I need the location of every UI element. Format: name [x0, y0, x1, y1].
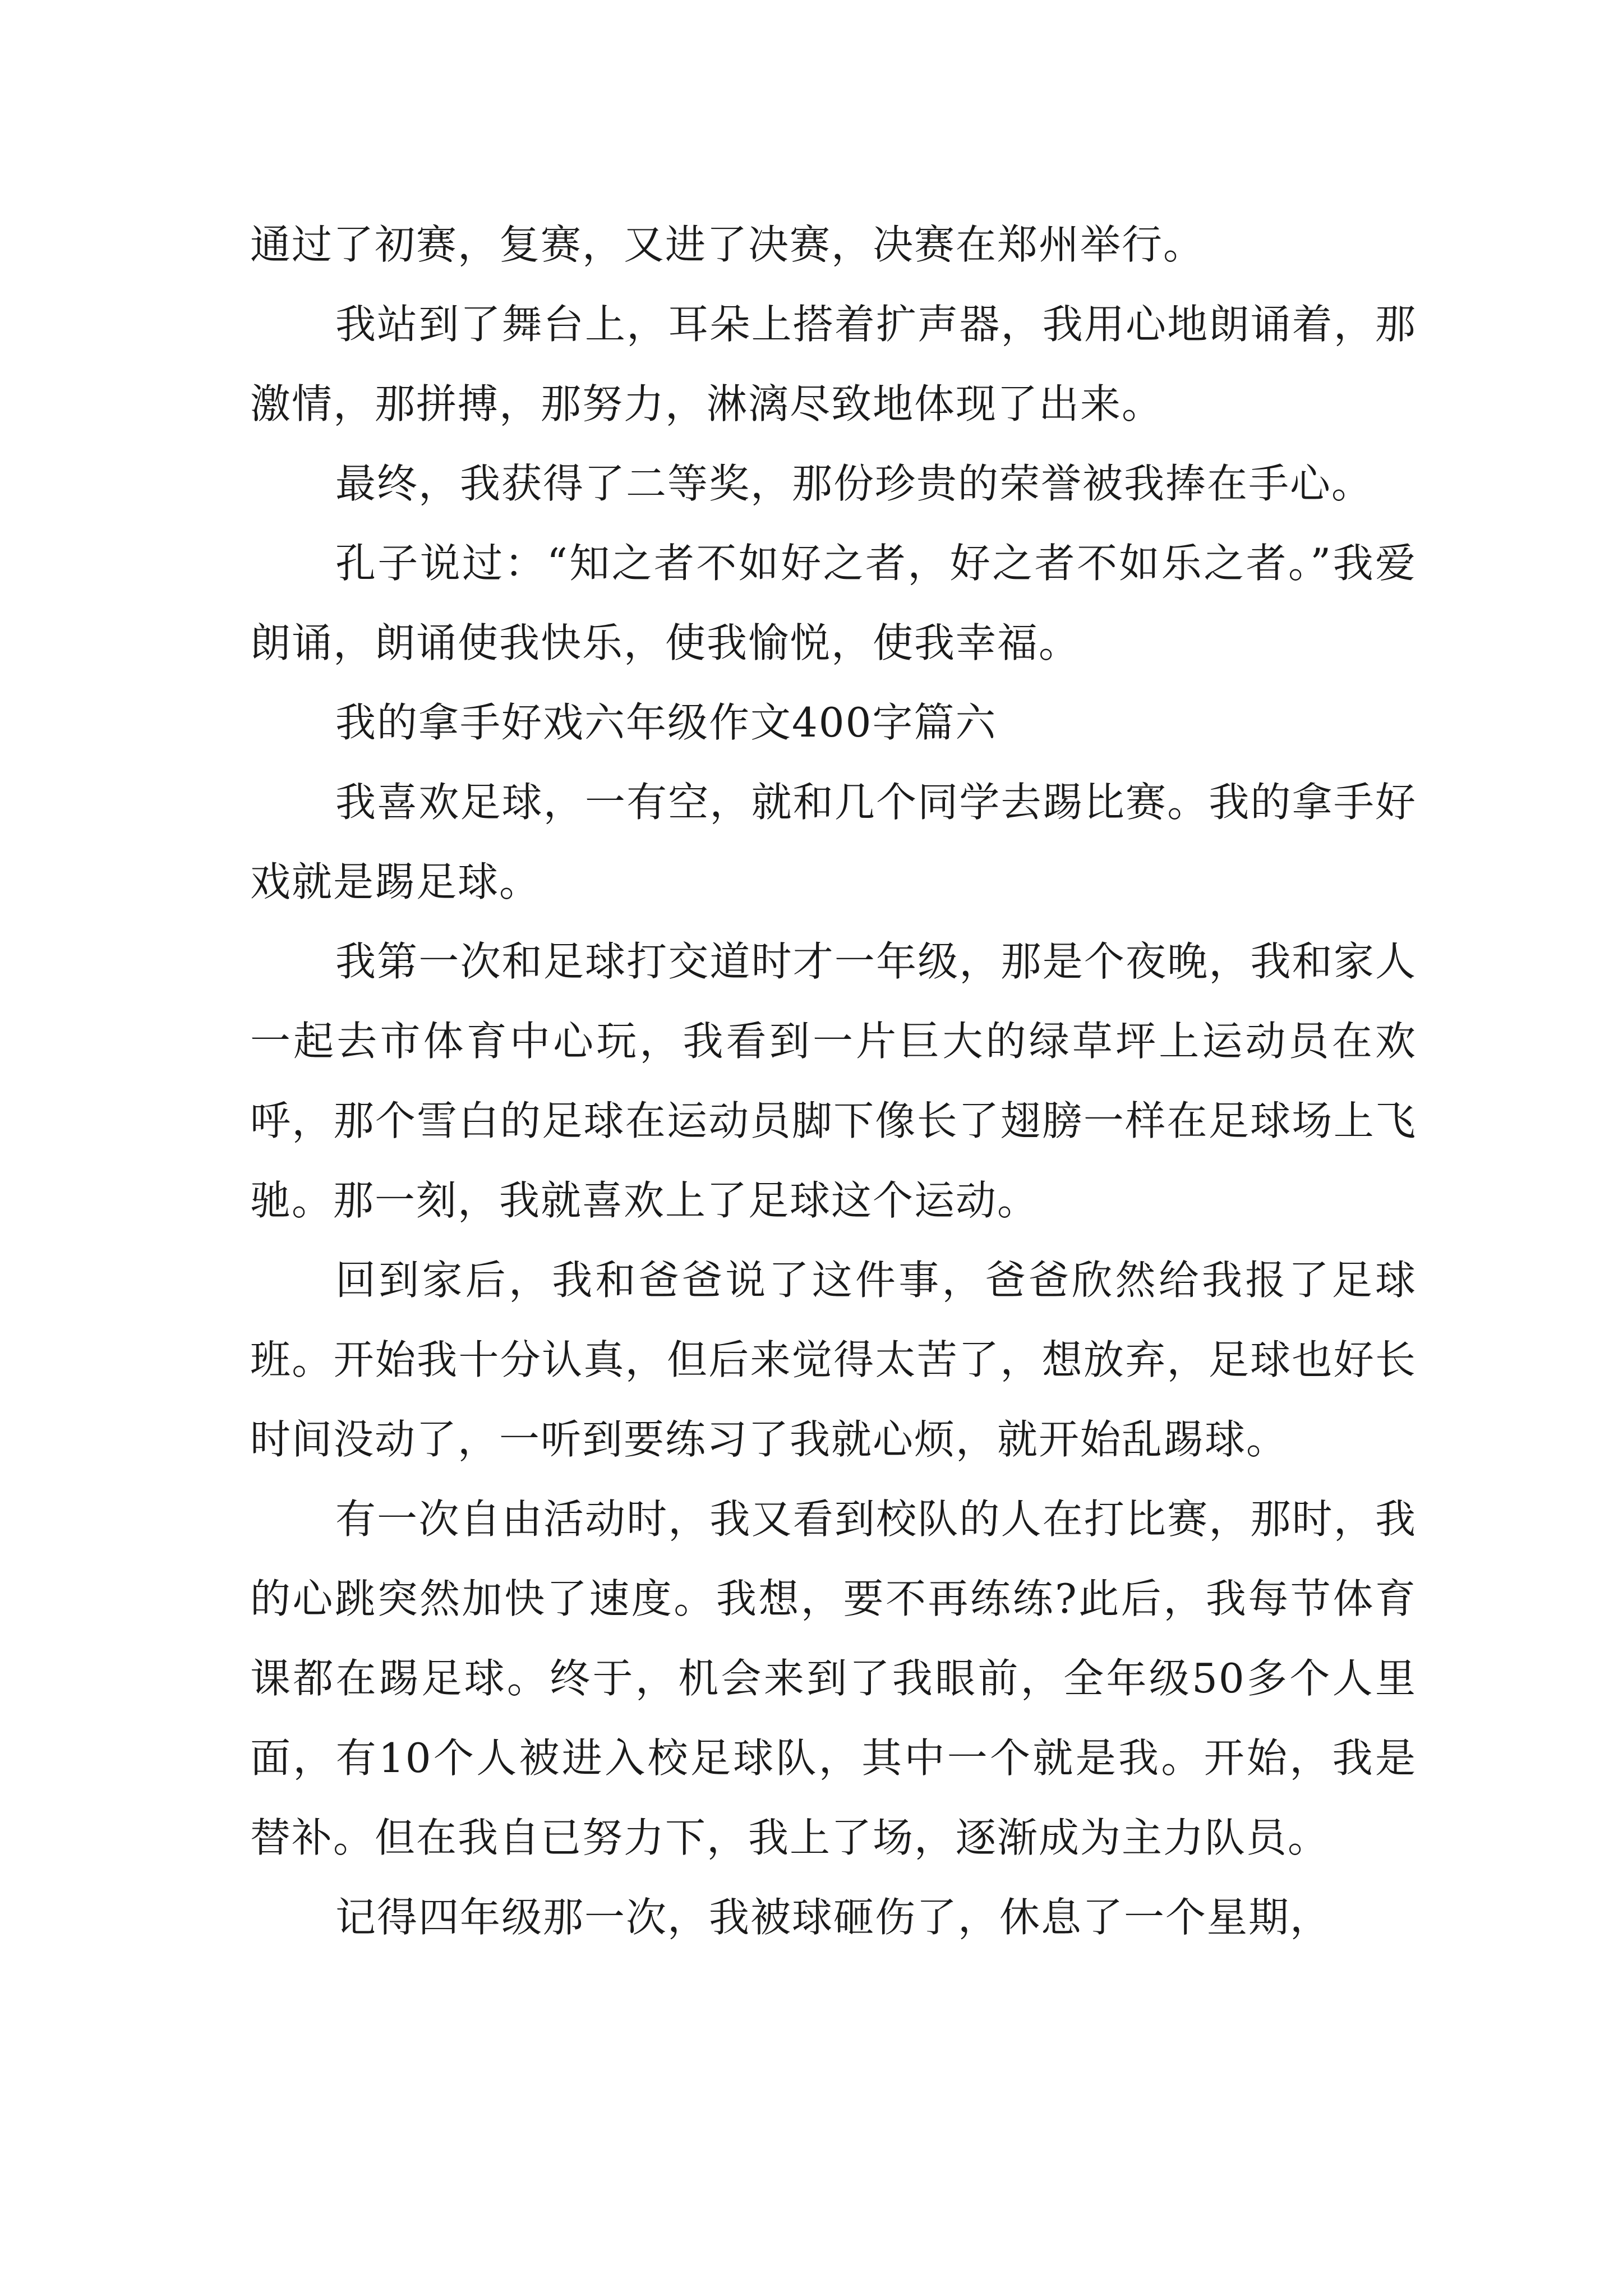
paragraph-10: 记得四年级那一次，我被球砸伤了，休息了一个星期， [335, 1894, 1332, 1941]
paragraph-1: 通过了初赛，复赛，又进了决赛，决赛在郑州举行。 [250, 221, 1205, 268]
paragraph-8: 回到家后，我和爸爸说了这件事，爸爸欣然给我报了足球班。开始我十分认真，但后来觉得太苦了，想放弃，足球也好长时间没动了，一听到要练习了我就心烦，就开始乱踢球。 [250, 1257, 1417, 1463]
paragraph-7: 我第一次和足球打交道时才一年级，那是个夜晚，我和家人一起去市体育中心玩，我看到一片巨大的绿草坪上运动员在欢呼，那个雪白的足球在运动员脚下像长了翅膀一样在足球场上飞驰。那一刻，我就喜欢上了足球这个运动。 [250, 938, 1417, 1224]
paragraph-2: 我站到了舞台上，耳朵上搭着扩声器，我用心地朗诵着，那激情，那拼搏，那努力，淋漓尽致地体现了出来。 [250, 301, 1417, 427]
paragraph-6: 我喜欢足球，一有空，就和几个同学去踢比赛。我的拿手好戏就是踢足球。 [250, 779, 1417, 905]
section-title: 我的拿手好戏六年级作文400字篇六 [335, 699, 997, 746]
paragraph-4: 孔子说过：“知之者不如好之者，好之者不如乐之者。”我爱朗诵，朗诵使我快乐，使我愉悦，使我幸福。 [250, 540, 1417, 666]
paragraph-9: 有一次自由活动时，我又看到校队的人在打比赛，那时，我的心跳突然加快了速度。我想，要不再练练?此后，我每节体育课都在踢足球。终于，机会来到了我眼前，全年级50多个人里面，有10个人被进入校足球队，其中一个就是我。开始，我是替补。但在我自已努力下，我上了场，逐渐成为主力队员。 [250, 1496, 1417, 1861]
paragraph-3: 最终，我获得了二等奖，那份珍贵的荣誉被我捧在手心。 [335, 460, 1373, 507]
document-body [250, 205, 1417, 1957]
